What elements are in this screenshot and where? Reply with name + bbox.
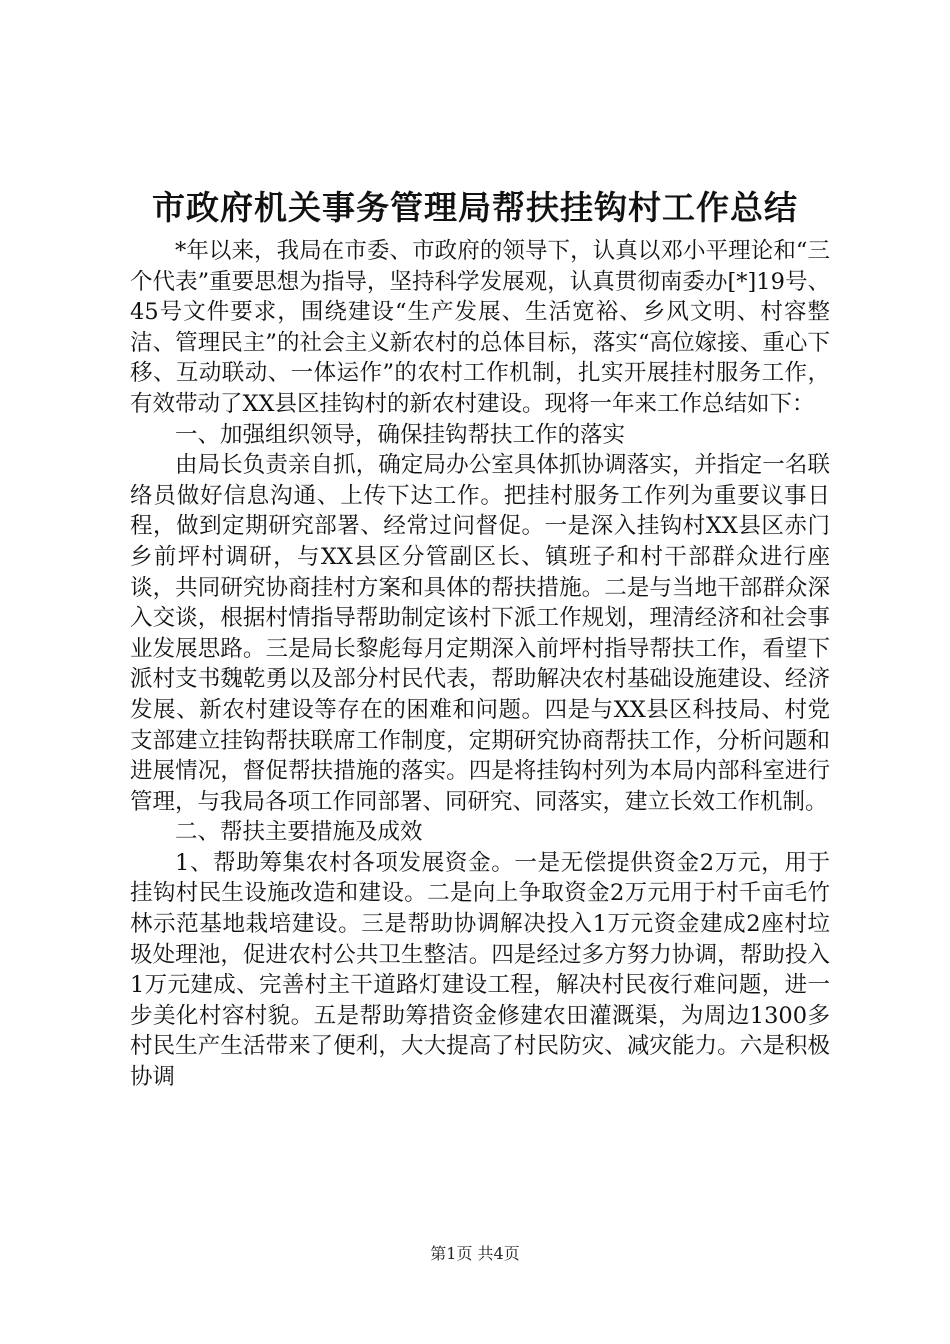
document-body xyxy=(130,236,830,1093)
intro-paragraph: *年以来，我局在市委、市政府的领导下，认真以邓小平理论和“三个代表”重要思想为指导，坚持科学发展观，认真贯彻南委办[*]19号、45号文件要求，围绕建设“生产发展、生活宽裕、乡风文明、村容整洁、管理民主”的社会主义新农村的总体目标，落实“高位嫁接、重心下移、互动联动、一体运作”的农村工作机制，扎实开展挂村服务工作，有效带动了XX县区挂钩村的新农村建设。现将一年来工作总结如下： xyxy=(130,238,830,417)
section-2-paragraph: 1、帮助筹集农村各项发展资金。一是无偿提供资金2万元，用于挂钩村民生设施改造和建设。二是向上争取资金2万元用于村千亩毛竹林示范基地栽培建设。三是帮助协调解决投入1万元资金建成2座村垃圾处理池，促进农村公共卫生整洁。四是经过多方努力协调，帮助投入1万元建成、完善村主干道路灯建设工程，解决村民夜行难问题，进一步美化村容村貌。五是帮助筹措资金修建农田灌溉渠，为周边1300多村民生产生活带来了便利，大大提高了村民防灾、减灾能力。六是积极协调 xyxy=(130,849,830,1091)
section-heading-2: 二、帮扶主要措施及成效 xyxy=(175,819,423,846)
section-1-paragraph: 由局长负责亲自抓，确定局办公室具体抓协调落实，并指定一名联络员做好信息沟通、上传下达工作。把挂村服务工作列为重要议事日程，做到定期研究部署、经常过问督促。一是深入挂钩村XX县区赤门乡前坪村调研，与XX县区分管副区长、镇班子和村干部群众进行座谈，共同研究协商挂村方案和具体的帮扶措施。二是与当地干部群众深入交谈，根据村情指导帮助制定该村下派工作规划，理清经济和社会事业发展思路。三是局长黎彪每月定期深入前坪村指导帮扶工作，看望下派村支书魏乾勇以及部分村民代表，帮助解决农村基础设施建设、经济发展、新农村建设等存在的困难和问题。四是与XX县区科技局、村党支部建立挂钩帮扶联席工作制度，定期研究协商帮扶工作，分析问题和进展情况，督促帮扶措施的落实。四是将挂钩村列为本局内部科室进行管理，与我局各项工作同部署、同研究、同落实，建立长效工作机制。 xyxy=(130,452,830,815)
page-number-footer: 第1页 共4页 xyxy=(430,1244,520,1263)
document-title: 市政府机关事务管理局帮扶挂钩村工作总结 xyxy=(152,188,798,227)
section-heading-1: 一、加强组织领导，确保挂钩帮扶工作的落实 xyxy=(175,421,626,448)
